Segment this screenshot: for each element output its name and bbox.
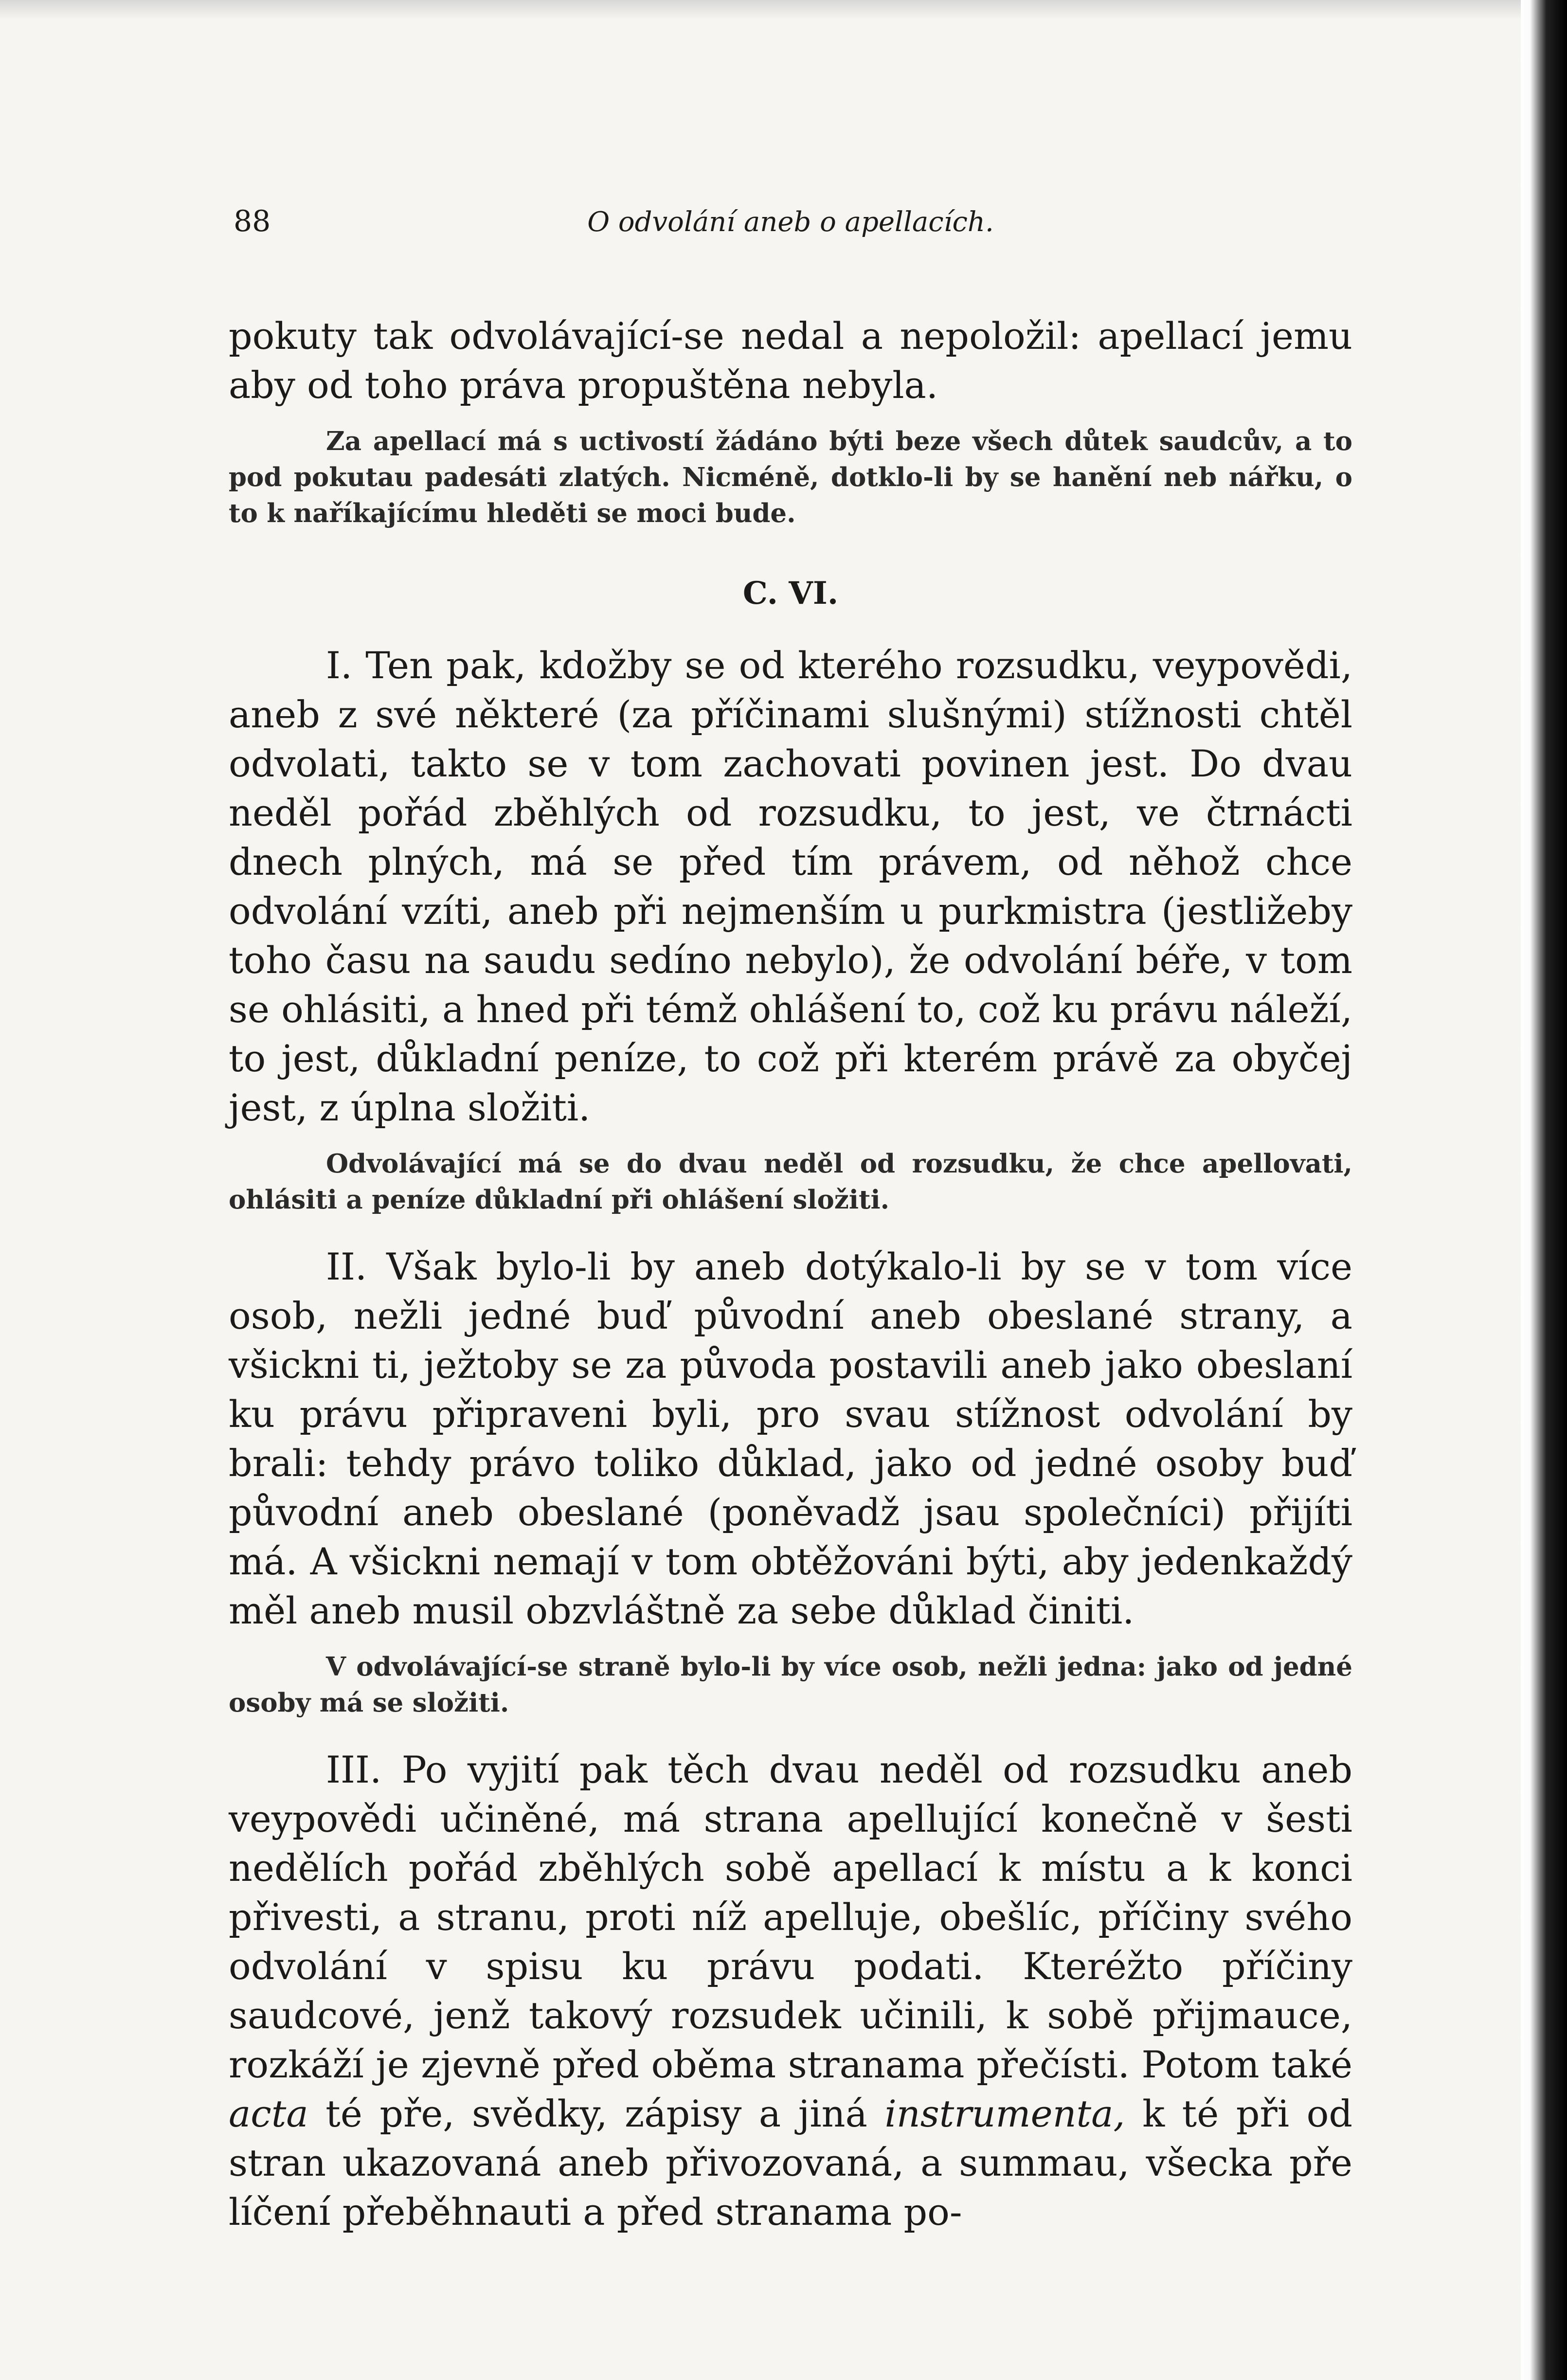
- running-title: O odvolání aneb o apellacích.: [587, 206, 994, 238]
- page-header: [229, 204, 1352, 258]
- intro-summary: Za apellací má s uctivostí žádáno býti beze všech důtek saudcův, a to pod pokutau padesáti zlatých. Nicméně, dotklo-li by se hanění neb nářku, o to k naříkajícímu hleděti se moci bude.: [229, 426, 1352, 528]
- article-3-acta: acta: [229, 2092, 308, 2135]
- article-3-instrumenta: instrumenta,: [884, 2092, 1125, 2135]
- article-2-text: II. Však bylo-li by aneb dotýkalo-li by se v tom více osob, nežli jedné buď původní aneb obeslané strany, a všickni ti, ježtoby se za původa postavili aneb jako obeslaní ku právu připraveni byli, pro svau stížnost odvolání by brali: tehdy právo toliko důklad, jako od jedné osoby buď původní aneb obeslané (poněvadž jsau společníci) přijíti má. A všickni nemají v tom obtěžováni býti, aby jedenkaždý měl aneb musil obzvláštně za sebe důklad činiti.: [229, 1245, 1352, 1632]
- intro-paragraph: pokuty tak odvolávající-se nedal a nepoložil: apellací jemu aby od toho práva propuštěna nebyla.: [229, 314, 1352, 407]
- text-block: [229, 204, 1352, 2236]
- article-3-text-part2: té pře, svědky, zápisy a jiná: [325, 2092, 867, 2135]
- page-number: 88: [234, 204, 271, 238]
- article-1-summary: Odvolávající má se do dvau neděl od rozsudku, že chce apellovati, ohlásiti a peníze důkladní při ohlášení složiti.: [229, 1149, 1352, 1215]
- article-1-text: I. Ten pak, kdožby se od kterého rozsudku, veypovědi, aneb z své některé (za příčinami slušnými) stížnosti chtěl odvolati, takto se v tom zachovati povinen jest. Do dvau neděl pořád zběhlých od rozsudku, to jest, ve čtrnácti dnech plných, má se před tím právem, od něhož chce odvolání vzíti, aneb při nejmenším u purkmistra (jestližeby toho času na saudu sedíno nebylo), že odvolání béře, v tom se ohlásiti, a hned při témž ohlášení to, což ku právu náleží, to jest, důkladní peníze, to což při kterém právě za obyčej jest, z úplna složiti.: [229, 644, 1352, 1129]
- scan-top-edge: [0, 0, 1567, 19]
- article-2-summary: V odvolávající-se straně bylo-li by více osob, nežli jedna: jako od jedné osoby má se složiti.: [229, 1652, 1352, 1718]
- article-3-text-part1: III. Po vyjití pak těch dvau neděl od rozsudku aneb veypovědi učiněné, má strana apellující konečně v šesti nedělích pořád zběhlých sobě apellací k místu a k konci přivesti, a stranu, proti níž apelluje, obešlíc, příčiny svého odvolání v spisu ku právu podati. Kteréžto příčiny saudcové, jenž takový rozsudek učinili, k sobě přijmauce, rozkáží je zjevně před oběma stranama přečísti. Potom také: [229, 1748, 1352, 2086]
- section-heading: C. VI.: [742, 575, 839, 612]
- article-3-text-part3: k té při od stran ukazovaná aneb přivozovaná, a summau, všecka pře líčení přeběhnauti a před stranama po-: [229, 2092, 1352, 2234]
- scan-right-edge: [1521, 0, 1567, 2380]
- article-3-text: [229, 1745, 1352, 2236]
